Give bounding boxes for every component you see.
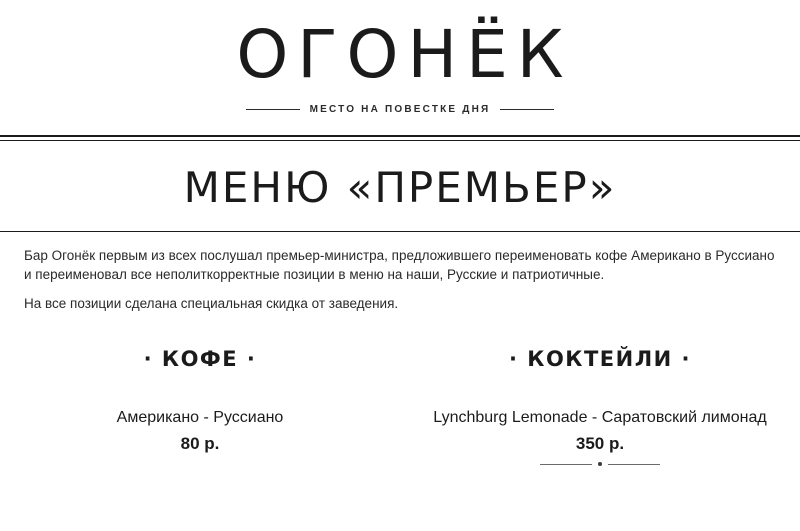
menu-columns [0, 347, 800, 466]
menu-item [420, 407, 780, 466]
menu-item-price: 350 р. [575, 434, 625, 453]
divider-line-thick [0, 135, 800, 137]
intro-text [0, 232, 800, 313]
divider-double-top [0, 135, 800, 141]
brand-tagline: МЕСТО НА ПОВЕСТКЕ ДНЯ [309, 104, 491, 115]
menu-item-name: Американо - Руссиано [116, 409, 284, 426]
menu-item-name: Lynchburg Lemonade - Саратовский лимонад [433, 409, 767, 426]
menu-item [20, 407, 380, 454]
column-title-coffee: · КОФЕ · [143, 347, 257, 371]
intro-paragraph-2: На все позиции сделана специальная скидка от заведения. [24, 296, 399, 311]
menu-column-coffee [0, 347, 400, 466]
intro-paragraph-1: Бар Огонёк первым из всех послушал премьер-министра, предложившего переименовать кофе Американо в Руссиано и переименовал все неполиткорректные позиции в меню на наши, Русские и патриотичные. [24, 248, 775, 282]
column-title-cocktails: · КОКТЕЙЛИ · [508, 347, 692, 371]
tagline-rule-left [246, 109, 300, 110]
divider-line-thin [0, 140, 800, 141]
separator-left [540, 464, 592, 465]
brand-tagline-row [0, 104, 800, 115]
page-title: МЕНЮ «ПРЕМЬЕР» [183, 163, 617, 212]
item-separator [420, 462, 780, 466]
menu-column-cocktails [400, 347, 800, 466]
separator-dot-icon [598, 462, 602, 466]
separator-right [608, 464, 660, 465]
logo-block [0, 0, 800, 115]
menu-item-price: 80 р. [180, 434, 220, 453]
brand-title: ОГОНЁК [236, 16, 573, 93]
tagline-rule-right [500, 109, 554, 110]
